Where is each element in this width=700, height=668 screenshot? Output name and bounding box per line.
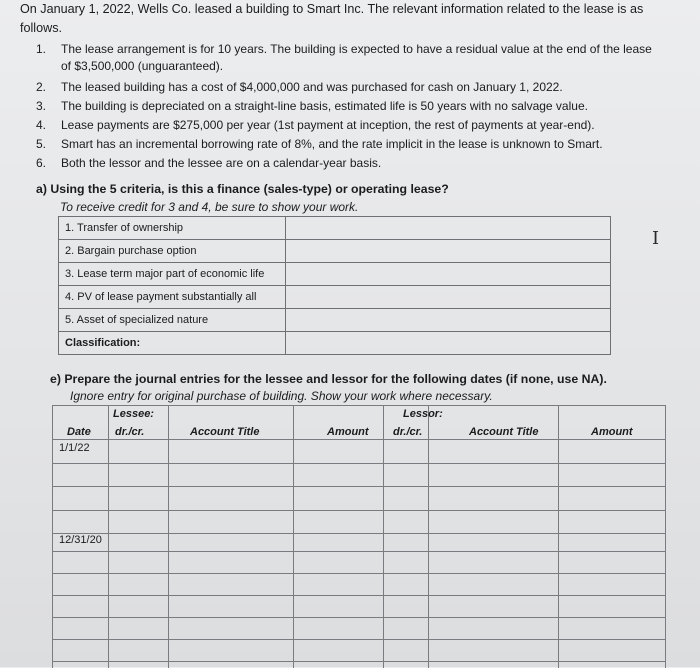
lessee-label: Lessee: [113, 408, 154, 420]
classification-label: Classification: [59, 332, 286, 355]
fact-text: Both the lessor and the lessee are on a calendar-year basis. [61, 156, 382, 170]
part-a-heading: a) Using the 5 criteria, is this a finance (sales-type) or operating lease? [36, 182, 449, 196]
fact-text: Lease payments are $275,000 per year (1st payment at inception, the rest of payments at year-end). [61, 118, 595, 132]
fact-text: of $3,500,000 (unguaranteed). [61, 59, 224, 73]
column-header-lessee-dr-cr: dr./cr. [115, 426, 145, 438]
criteria-row [59, 286, 611, 309]
fact-number: 1. [36, 42, 47, 56]
column-header-lessor-account: Account Title [469, 426, 539, 438]
criteria-label: 3. Lease term major part of economic life [59, 263, 286, 286]
intro-paragraph: On January 1, 2022, Wells Co. leased a building to Smart Inc. The relevant information related to the lease is as follows. [20, 2, 644, 35]
criteria-answer-cell[interactable] [286, 286, 611, 309]
fact-number: 6. [36, 156, 47, 170]
criteria-row [59, 309, 611, 332]
part-e-heading: e) Prepare the journal entries for the lessee and lessor for the following dates (if none, use NA). [50, 372, 607, 386]
text-cursor-icon: I [652, 228, 660, 249]
criteria-answer-cell[interactable] [286, 217, 611, 240]
criteria-label: 2. Bargain purchase option [59, 240, 286, 263]
column-header-lessee-amount: Amount [327, 426, 369, 438]
criteria-row [59, 263, 611, 286]
fact-number: 2. [36, 80, 47, 94]
column-header-lessor-dr-cr: dr./cr. [393, 426, 423, 438]
fact-text: Smart has an incremental borrowing rate of 8%, and the rate implicit in the lease is unknown to Smart. [61, 137, 603, 151]
column-header-lessee-account: Account Title [190, 426, 260, 438]
criteria-table [58, 216, 611, 355]
date-cell: 1/1/22 [59, 442, 90, 454]
classification-row [59, 332, 611, 355]
facts-list [36, 42, 676, 172]
journal-entry-grid [52, 405, 666, 668]
fact-text: The lease arrangement is for 10 years. The building is expected to have a residual value at the end of the lease [61, 42, 652, 56]
fact-number: 4. [36, 118, 47, 132]
column-header-lessor-amount: Amount [591, 426, 633, 438]
fact-number: 5. [36, 137, 47, 151]
lessor-label: Lessor: [403, 408, 443, 420]
fact-text: The building is depreciated on a straight-line basis, estimated life is 50 years with no salvage value. [61, 99, 588, 113]
fact-text: The leased building has a cost of $4,000,000 and was purchased for cash on January 1, 2022. [61, 80, 563, 94]
criteria-label: 4. PV of lease payment substantially all [59, 286, 286, 309]
criteria-answer-cell[interactable] [286, 263, 611, 286]
date-cell: 12/31/20 [59, 534, 102, 546]
column-header-date: Date [67, 426, 91, 438]
criteria-answer-cell[interactable] [286, 240, 611, 263]
criteria-label: 5. Asset of specialized nature [59, 309, 286, 332]
classification-answer-cell[interactable] [286, 332, 611, 355]
part-a-instructions: To receive credit for 3 and 4, be sure to show your work. [60, 200, 359, 214]
criteria-answer-cell[interactable] [286, 309, 611, 332]
criteria-row [59, 217, 611, 240]
fact-number: 3. [36, 99, 47, 113]
criteria-label: 1. Transfer of ownership [59, 217, 286, 240]
part-e-instructions: Ignore entry for original purchase of building. Show your work where necessary. [70, 389, 493, 403]
criteria-row [59, 240, 611, 263]
